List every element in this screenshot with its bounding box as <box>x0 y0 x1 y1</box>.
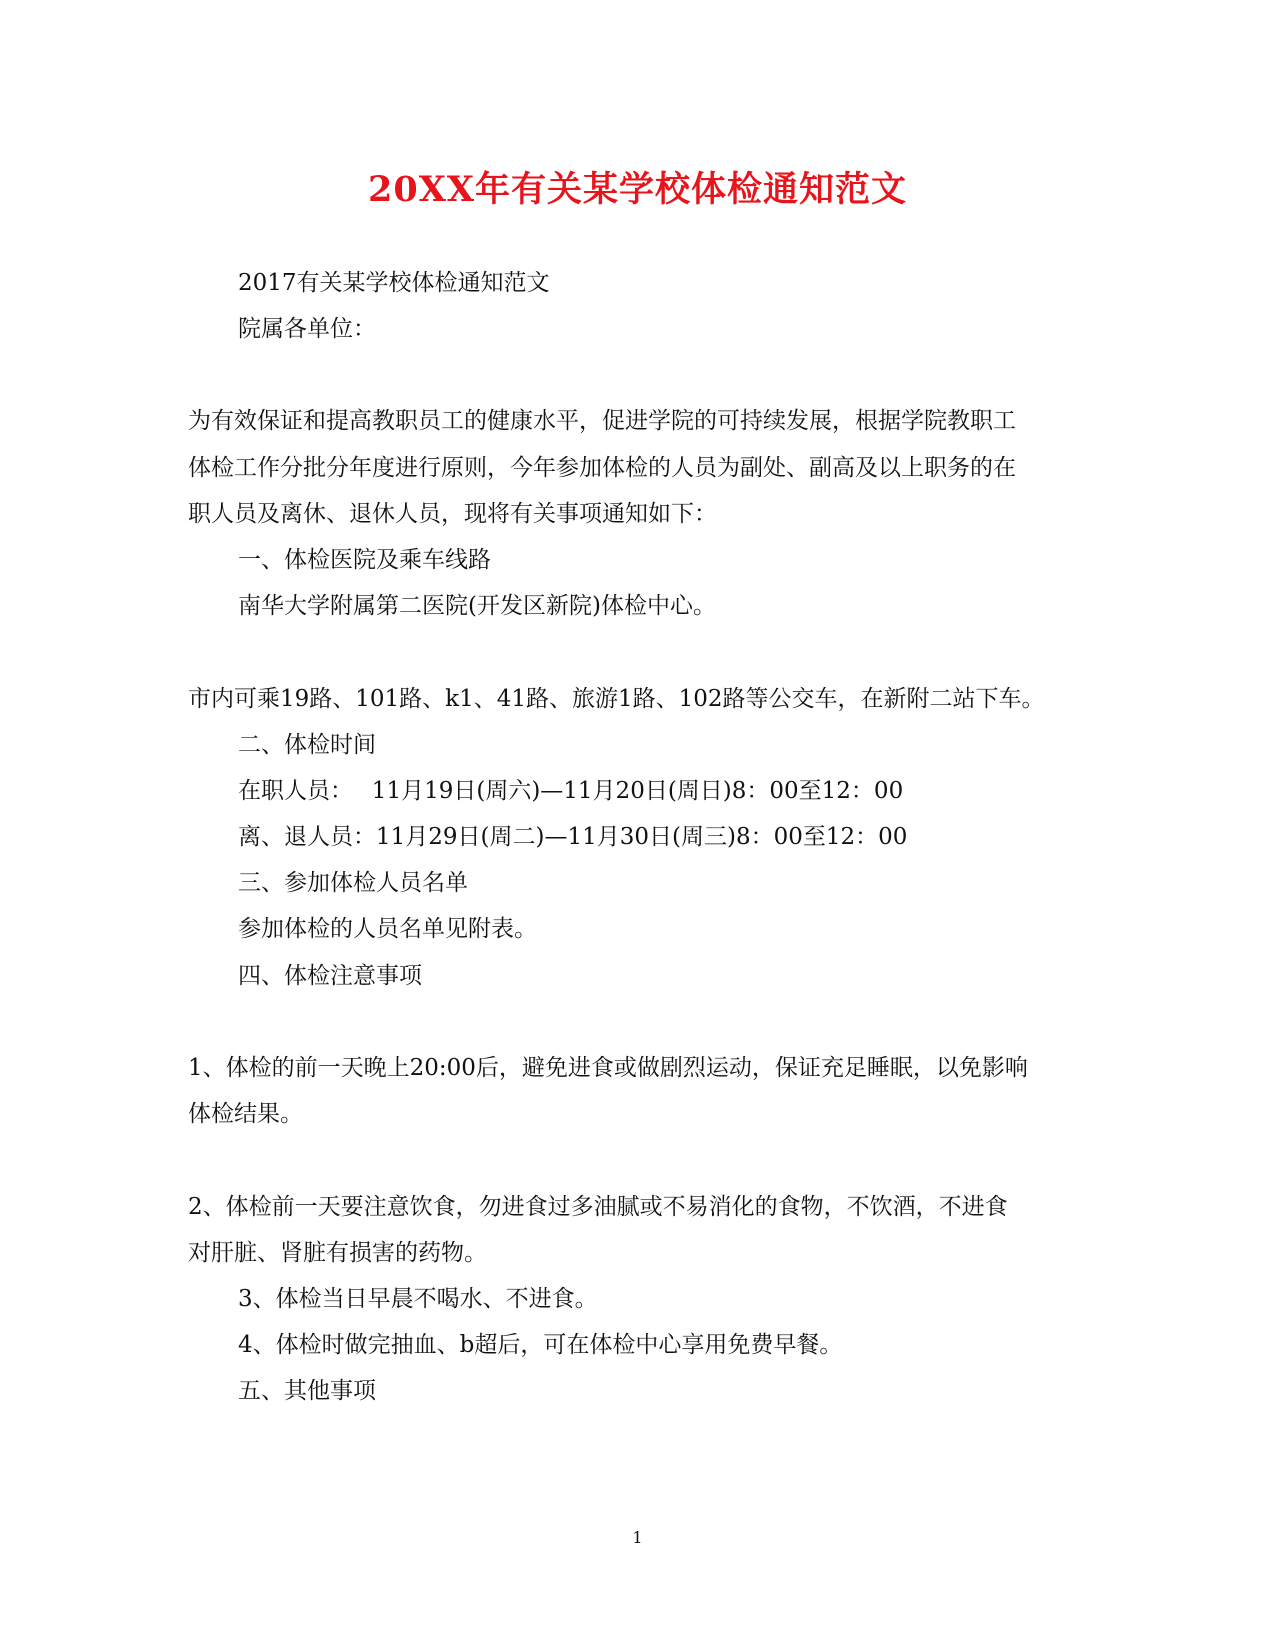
note-line: 4、体检时做完抽血、b超后，可在体检中心享用免费早餐。 <box>238 1332 843 1358</box>
intro-line: 体检工作分批分年度进行原则，今年参加体检的人员为副处、副高及以上职务的在 <box>188 455 1016 481</box>
section-heading: 三、参加体检人员名单 <box>238 870 468 896</box>
section-heading: 五、其他事项 <box>238 1378 376 1404</box>
note-line: 2、体检前一天要注意饮食，勿进食过多油腻或不易消化的食物，不饮酒，不进食 <box>188 1194 1008 1220</box>
salutation: 院属各单位： <box>238 316 376 342</box>
note-line: 1、体检的前一天晚上20:00后，避免进食或做剧烈运动，保证充足睡眠，以免影响 <box>188 1055 1028 1081</box>
section-heading: 一、体检医院及乘车线路 <box>238 547 491 573</box>
note-line: 对肝脏、肾脏有损害的药物。 <box>188 1240 487 1266</box>
intro-line: 为有效保证和提高教职员工的健康水平，促进学院的可持续发展，根据学院教职工 <box>188 408 1016 434</box>
page-number: 1 <box>632 1528 643 1547</box>
bus-route-text: 市内可乘19路、101路、k1、41路、旅游1路、102路等公交车，在新附二站下车。 <box>188 686 1045 712</box>
note-line: 体检结果。 <box>188 1101 303 1127</box>
hospital-text: 南华大学附属第二医院(开发区新院)体检中心。 <box>238 593 716 619</box>
section-heading: 二、体检时间 <box>238 732 376 758</box>
document-subtitle: 2017有关某学校体检通知范文 <box>238 270 550 296</box>
note-line: 3、体检当日早晨不喝水、不进食。 <box>238 1286 598 1312</box>
participant-list-text: 参加体检的人员名单见附表。 <box>238 916 537 942</box>
section-heading: 四、体检注意事项 <box>238 963 422 989</box>
schedule-retired-staff: 离、退人员：11月29日(周二)—11月30日(周三)8：00至12：00 <box>238 824 908 850</box>
intro-line: 职人员及离休、退休人员，现将有关事项通知如下： <box>188 501 717 527</box>
schedule-active-staff: 在职人员： 11月19日(周六)—11月20日(周日)8：00至12：00 <box>238 778 904 804</box>
document-title: 20XX年有关某学校体检通知范文 <box>367 169 908 210</box>
